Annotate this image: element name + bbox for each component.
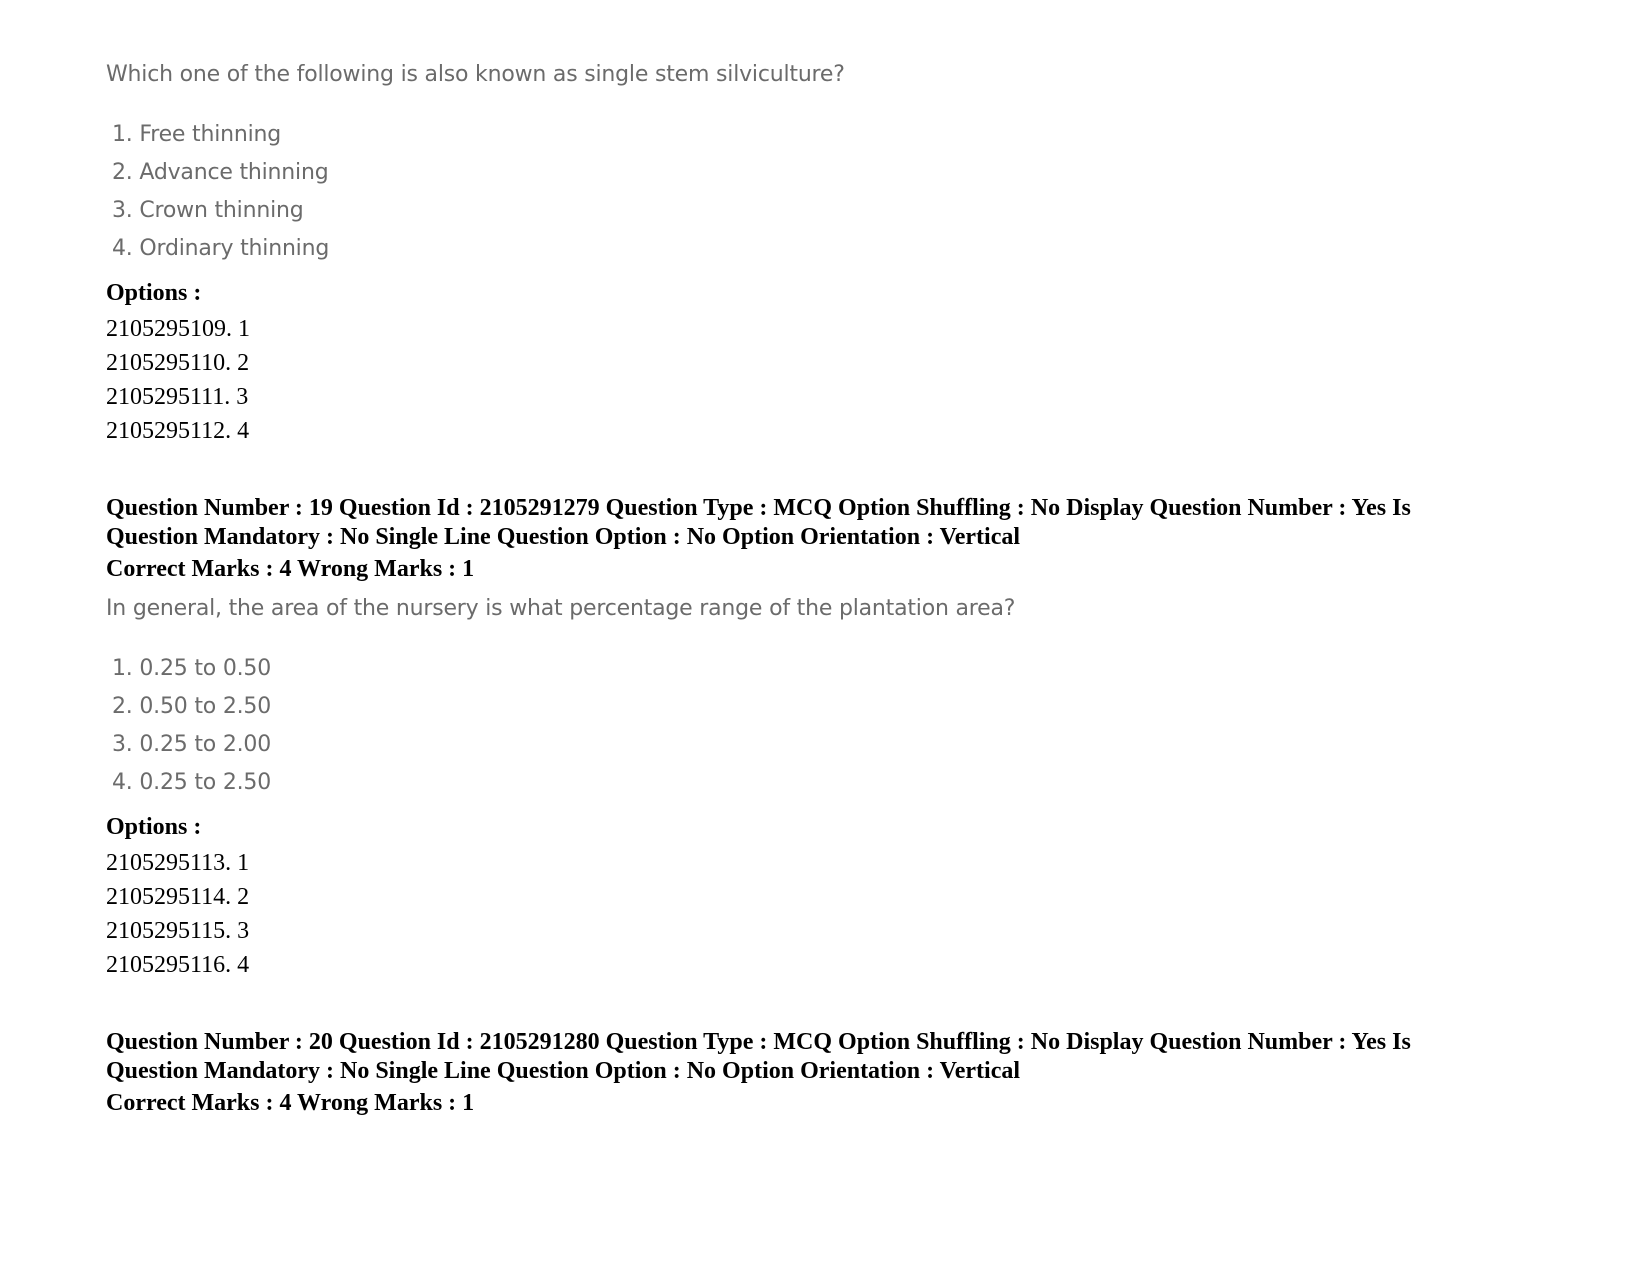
choice-item: 2. Advance thinning	[112, 160, 329, 185]
question-text: In general, the area of the nursery is what percentage range of the plantation area?	[106, 596, 1016, 621]
question-meta-line: Question Mandatory : No Single Line Question Option : No Option Orientation : Vertical	[106, 1058, 1021, 1084]
option-id: 2105295112. 4	[106, 418, 250, 444]
choice-item: 1. Free thinning	[112, 122, 282, 147]
question-meta-line: Question Number : 20 Question Id : 2105291280 Question Type : MCQ Option Shuffling : No Display Question Number : Yes Is	[106, 1029, 1411, 1055]
option-id: 2105295113. 1	[106, 850, 250, 876]
question-text: Which one of the following is also known as single stem silviculture?	[106, 62, 845, 87]
choice-item: 2. 0.50 to 2.50	[112, 694, 272, 719]
options-label: Options :	[106, 814, 202, 840]
option-id: 2105295114. 2	[106, 884, 250, 910]
option-id: 2105295115. 3	[106, 918, 250, 944]
choice-item: 4. 0.25 to 2.50	[112, 770, 272, 795]
choice-item: 1. 0.25 to 0.50	[112, 656, 272, 681]
choice-item: 3. 0.25 to 2.00	[112, 732, 272, 757]
marks-line: Correct Marks : 4 Wrong Marks : 1	[106, 556, 475, 582]
choice-item: 3. Crown thinning	[112, 198, 304, 223]
question-meta	[106, 1028, 1526, 1086]
choice-list	[112, 650, 271, 802]
options-label: Options :	[106, 280, 202, 306]
option-id: 2105295109. 1	[106, 316, 250, 342]
question-meta-line: Question Number : 19 Question Id : 2105291279 Question Type : MCQ Option Shuffling : No Display Question Number : Yes Is	[106, 495, 1411, 521]
choice-list	[112, 116, 329, 268]
option-id-list	[106, 312, 250, 448]
option-id: 2105295116. 4	[106, 952, 250, 978]
question-meta	[106, 494, 1526, 552]
option-id: 2105295111. 3	[106, 384, 249, 410]
marks-line: Correct Marks : 4 Wrong Marks : 1	[106, 1090, 475, 1116]
option-id: 2105295110. 2	[106, 350, 250, 376]
question-meta-line: Question Mandatory : No Single Line Question Option : No Option Orientation : Vertical	[106, 524, 1021, 550]
choice-item: 4. Ordinary thinning	[112, 236, 330, 261]
option-id-list	[106, 846, 249, 982]
